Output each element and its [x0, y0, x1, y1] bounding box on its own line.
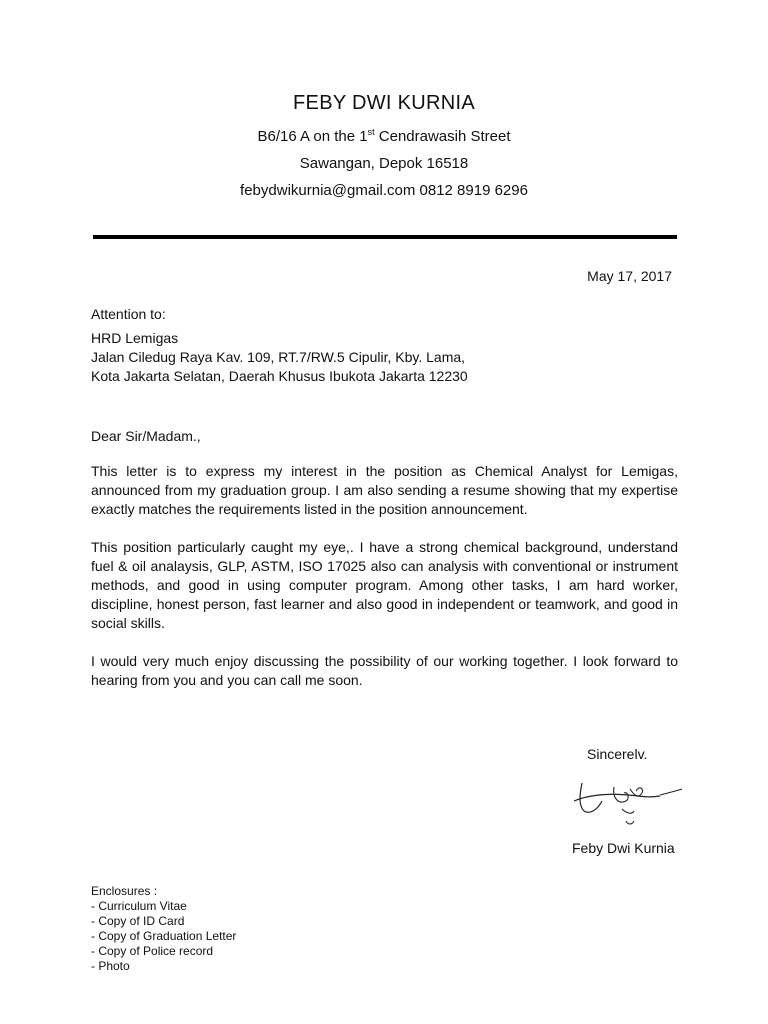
closing-sincerely: Sincerelv. [587, 746, 648, 762]
recipient-street1: Jalan Ciledug Raya Kav. 109, RT.7/RW.5 Cipulir, Kby. Lama, [91, 349, 466, 365]
letter-date: May 17, 2017 [587, 268, 672, 284]
sender-name: FEBY DWI KURNIA [293, 92, 475, 114]
enclosure-item: - Copy of Graduation Letter [91, 929, 237, 943]
body-paragraph-1: This letter is to express my interest in the position as Chemical Analyst for Lemigas, announced from my graduation group. I am also sending a resume showing that my expertise exactly matches the requirements listed in the position announcement. [91, 463, 678, 517]
enclosures-title: Enclosures : [91, 884, 158, 898]
sender-contact: febydwikurnia@gmail.com 0812 8919 6296 [240, 182, 528, 199]
enclosure-item: - Curriculum Vitae [91, 899, 187, 913]
sender-address-line1 [0, 127, 768, 145]
header-divider [93, 235, 677, 239]
recipient-street2: Kota Jakarta Selatan, Daerah Khusus Ibukota Jakarta 12230 [91, 368, 468, 384]
address-line1-pre: B6/16 A on the 1 [257, 128, 368, 145]
enclosure-item: - Copy of Police record [91, 944, 214, 958]
recipient-org: HRD Lemigas [91, 330, 179, 346]
closing-name: Feby Dwi Kurnia [572, 840, 675, 856]
enclosure-item: - Copy of ID Card [91, 914, 185, 928]
attention-label: Attention to: [91, 306, 166, 322]
address-line1-post: Cendrawasih Street [374, 128, 511, 145]
address-line1-sup: st [367, 127, 375, 137]
enclosures-section [91, 884, 236, 974]
signature-image [568, 765, 686, 837]
body-paragraph-3: I would very much enjoy discussing the possibility of our working together. I look forward to hearing from you and you can call me soon. [91, 653, 678, 688]
salutation: Dear Sir/Madam., [91, 428, 201, 444]
sender-address-line2: Sawangan, Depok 16518 [299, 155, 469, 172]
enclosures-list [91, 899, 236, 974]
enclosure-item: - Photo [91, 959, 130, 973]
body-paragraph-2: This position particularly caught my eye,. I have a strong chemical background, understand fuel & oil analaysis, GLP, ASTM, ISO 17025 also can analysis with conventional or instrument methods, and good in using computer program. Among other tasks, I am hard worker, discipline, honest person, fast learner and also good in independent or teamwork, and good in social skills. [91, 539, 678, 631]
